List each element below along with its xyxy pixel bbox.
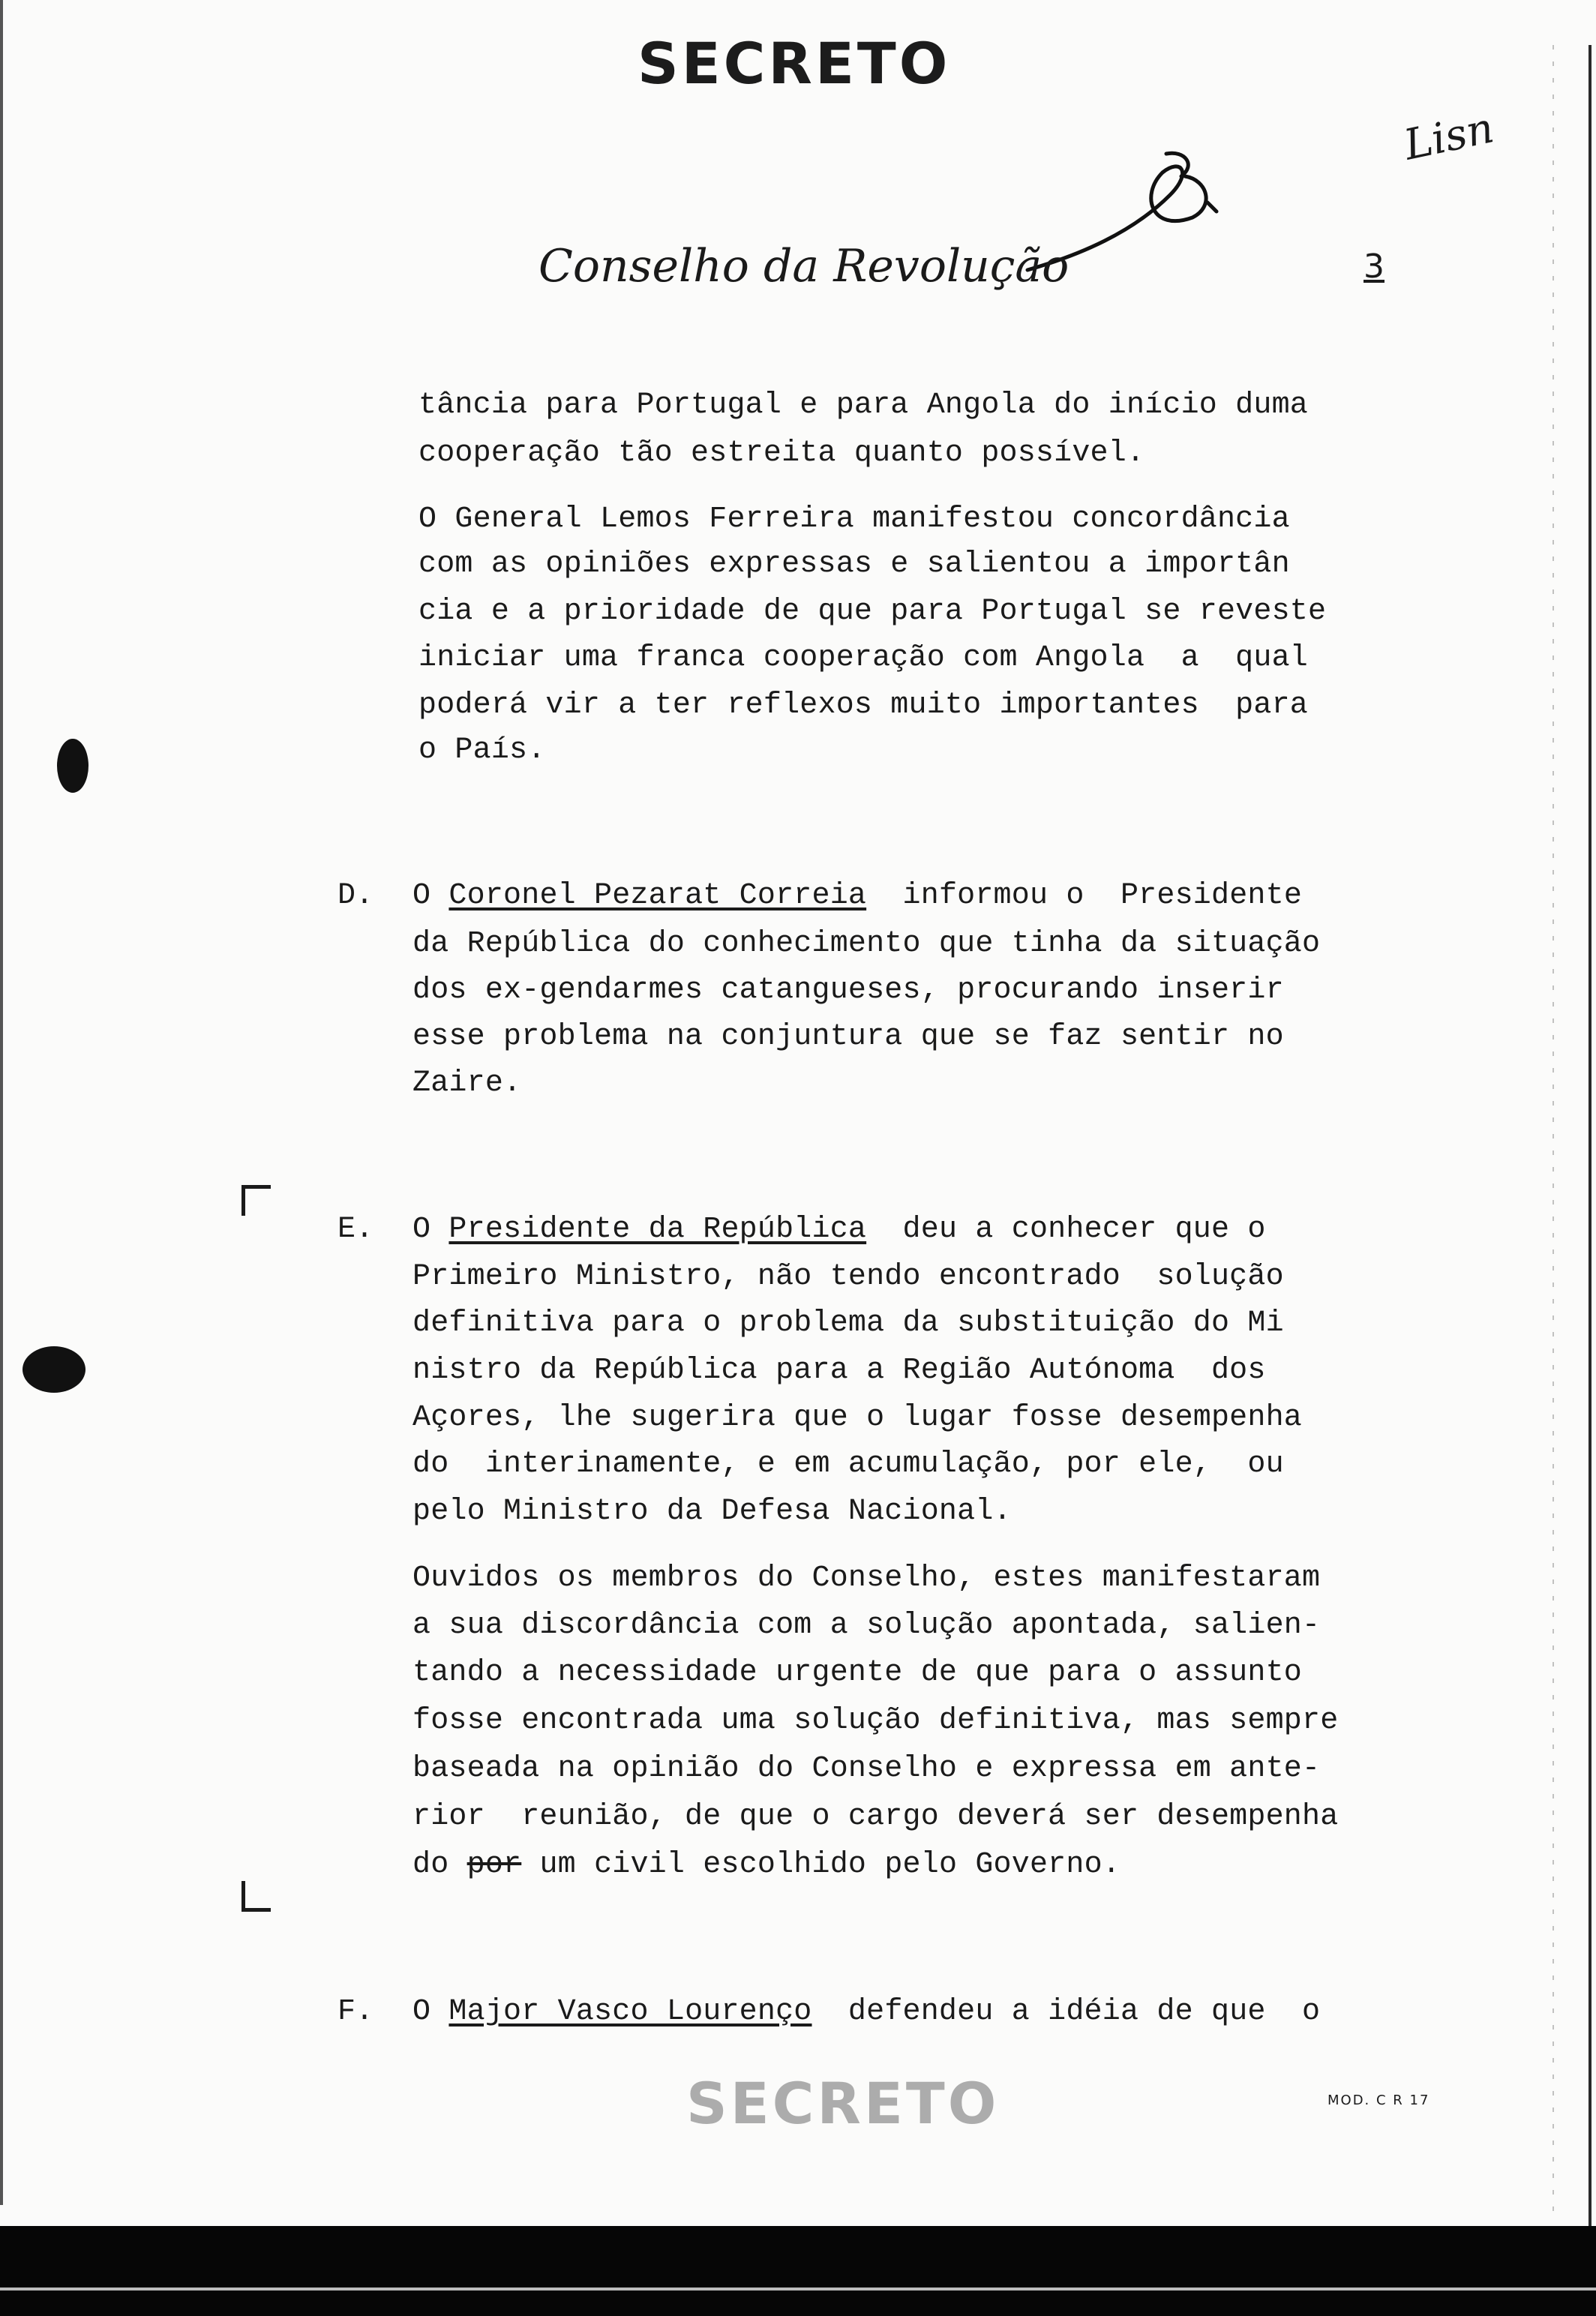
item-label: F. <box>338 1995 374 2029</box>
item-label: E. <box>338 1213 374 1246</box>
text-line: do interinamente, e em acumulação, por ele, ou <box>412 1448 1284 1481</box>
person-name: Major Vasco Lourenço <box>448 1995 812 2029</box>
text-line: O General Lemos Ferreira manifestou concordância <box>418 502 1290 536</box>
item-e-first-line: O Presidente da República deu a conhecer que o <box>412 1213 1266 1246</box>
text-line: Açores, lhe sugerira que o lugar fosse desempenha <box>412 1401 1302 1435</box>
handwritten-note: Lisn <box>1400 104 1498 170</box>
scan-edge-left <box>0 0 3 2205</box>
text-line: nistro da República para a Região Autónoma dos <box>412 1354 1266 1388</box>
text-line: esse problema na conjuntura que se faz sentir no <box>412 1020 1284 1054</box>
item-f-first-line: O Major Vasco Lourenço defendeu a idéia de que o <box>412 1995 1321 2029</box>
classification-stamp-bottom: SECRETO <box>686 2070 1000 2137</box>
punch-hole <box>57 739 88 793</box>
text-line: com as opiniões expressas e salientou a importân <box>418 548 1290 581</box>
scan-bottom-rule <box>0 2288 1596 2290</box>
text-line: pelo Ministro da Defesa Nacional. <box>412 1495 1012 1528</box>
person-name: Coronel Pezarat Correia <box>448 879 867 913</box>
scan-bottom-border <box>0 2226 1596 2316</box>
text-line: baseada na opinião do Conselho e expressa em ante- <box>412 1752 1321 1786</box>
text-line: a sua discordância com a solução apontada, salien- <box>412 1609 1321 1642</box>
punch-hole <box>22 1346 86 1393</box>
text-line: Zaire. <box>412 1066 522 1100</box>
classification-stamp-top: SECRETO <box>638 30 951 97</box>
text-line: cia e a prioridade de que para Portugal se reveste <box>418 595 1327 628</box>
struck-word: por <box>466 1848 522 1882</box>
form-code: MOD. C R 17 <box>1328 2092 1430 2108</box>
text-line: rior reunião, de que o cargo deverá ser desempenha <box>412 1800 1339 1834</box>
scan-edge-right <box>1588 45 1592 2265</box>
item-label: D. <box>338 879 374 913</box>
item-d-first-line: O Coronel Pezarat Correia informou o Presidente <box>412 879 1303 913</box>
page-number: 3 <box>1364 248 1384 286</box>
text-line: Ouvidos os membros do Conselho, estes manifestaram <box>412 1562 1321 1595</box>
text-line: cooperação tão estreita quanto possível. <box>418 436 1145 470</box>
text-line: definitiva para o problema da substituição do Mi <box>412 1306 1284 1340</box>
scan-edge-dashes <box>1552 45 1554 2220</box>
text-line: Primeiro Ministro, não tendo encontrado solução <box>412 1260 1284 1294</box>
text-line: do por um civil escolhido pelo Governo. <box>412 1848 1120 1882</box>
text-line: iniciar uma franca cooperação com Angola a qual <box>418 641 1308 675</box>
margin-bracket-top <box>242 1185 271 1216</box>
text-line: da República do conhecimento que tinha da situação <box>412 927 1321 961</box>
person-name: Presidente da República <box>448 1213 867 1246</box>
text-line: tando a necessidade urgente de que para o assunto <box>412 1656 1302 1690</box>
text-line: tância para Portugal e para Angola do início duma <box>418 388 1308 422</box>
margin-bracket-bottom <box>242 1881 271 1912</box>
text-line: fosse encontrada uma solução definitiva, mas sempre <box>412 1704 1339 1738</box>
text-line: poderá vir a ter reflexos muito importantes para <box>418 688 1308 722</box>
letterhead: Conselho da Revolução <box>538 240 1070 292</box>
text-line: dos ex-gendarmes catangueses, procurando inserir <box>412 974 1284 1007</box>
text-line: o País. <box>418 734 546 767</box>
